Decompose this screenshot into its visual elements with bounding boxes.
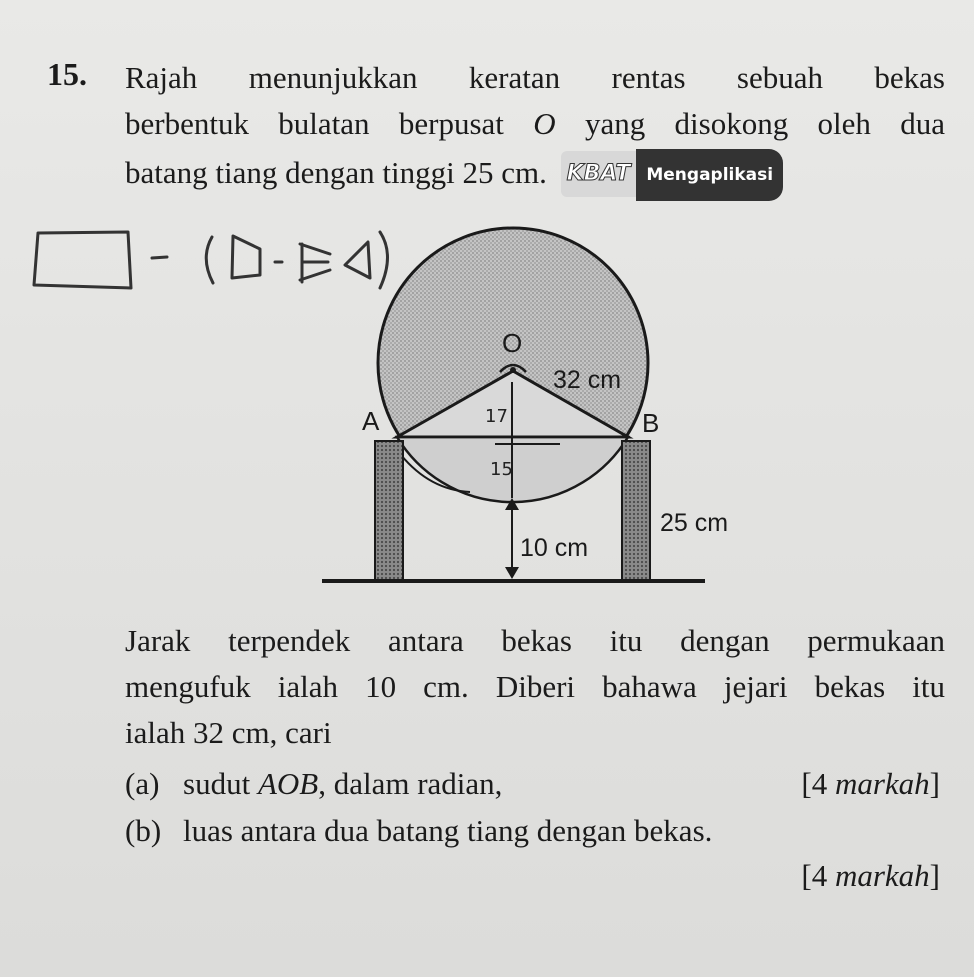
label-b: B: [642, 408, 660, 438]
right-pillar: [622, 441, 650, 581]
label-o: O: [502, 328, 523, 358]
hand-paren-open: [206, 237, 213, 283]
gap-arrowhead-bottom: [505, 567, 519, 579]
left-pillar: [375, 441, 403, 581]
part-b-marks: [4 markah]: [801, 858, 940, 893]
part-b-label: (b): [125, 813, 162, 848]
hand-shape-1: [232, 236, 260, 278]
part-a-marks: [4 markah]: [801, 766, 940, 801]
hand-minus: [152, 257, 167, 258]
hand-paren-close: [380, 232, 388, 288]
centre-dot: [510, 367, 516, 373]
question-number: 15.: [47, 56, 87, 92]
label-a: A: [362, 406, 380, 436]
hand-shape-2: [300, 244, 330, 282]
body-line-1: Jarak terpendek antara bekas itu dengan permukaan: [125, 623, 945, 658]
kbat-label: KBAT: [561, 151, 637, 197]
part-a: [125, 764, 940, 804]
body-line-2: mengufuk ialah 10 cm. Diberi bahawa jejari bekas itu: [125, 669, 945, 704]
hand-triangle: [345, 242, 370, 278]
part-a-label: (a): [125, 766, 160, 801]
handwritten-17: 17: [485, 406, 508, 427]
body-line-3: ialah 32 cm, cari: [125, 715, 332, 750]
intro-line-2: berbentuk bulatan berpusat O yang disokong oleh dua: [125, 106, 945, 141]
part-a-text: sudut AOB, dalam radian,: [183, 766, 503, 801]
badge-mengaplikasi: Mengaplikasi: [636, 149, 783, 201]
label-radius: 32 cm: [553, 366, 622, 394]
handwritten-15: 15: [490, 459, 513, 480]
intro-line-3-text: batang tiang dengan tinggi 25 cm.: [125, 155, 547, 190]
label-gap: 10 cm: [520, 534, 589, 562]
intro-line-1: Rajah menunjukkan keratan rentas sebuah bekas: [125, 60, 945, 95]
hand-square: [34, 232, 131, 288]
label-pillar-height: 25 cm: [660, 509, 729, 537]
question-body: [125, 618, 945, 756]
part-b: [125, 811, 940, 851]
part-b-text: luas antara dua batang tiang dengan bekas.: [183, 813, 713, 848]
handwritten-note: [34, 232, 388, 288]
